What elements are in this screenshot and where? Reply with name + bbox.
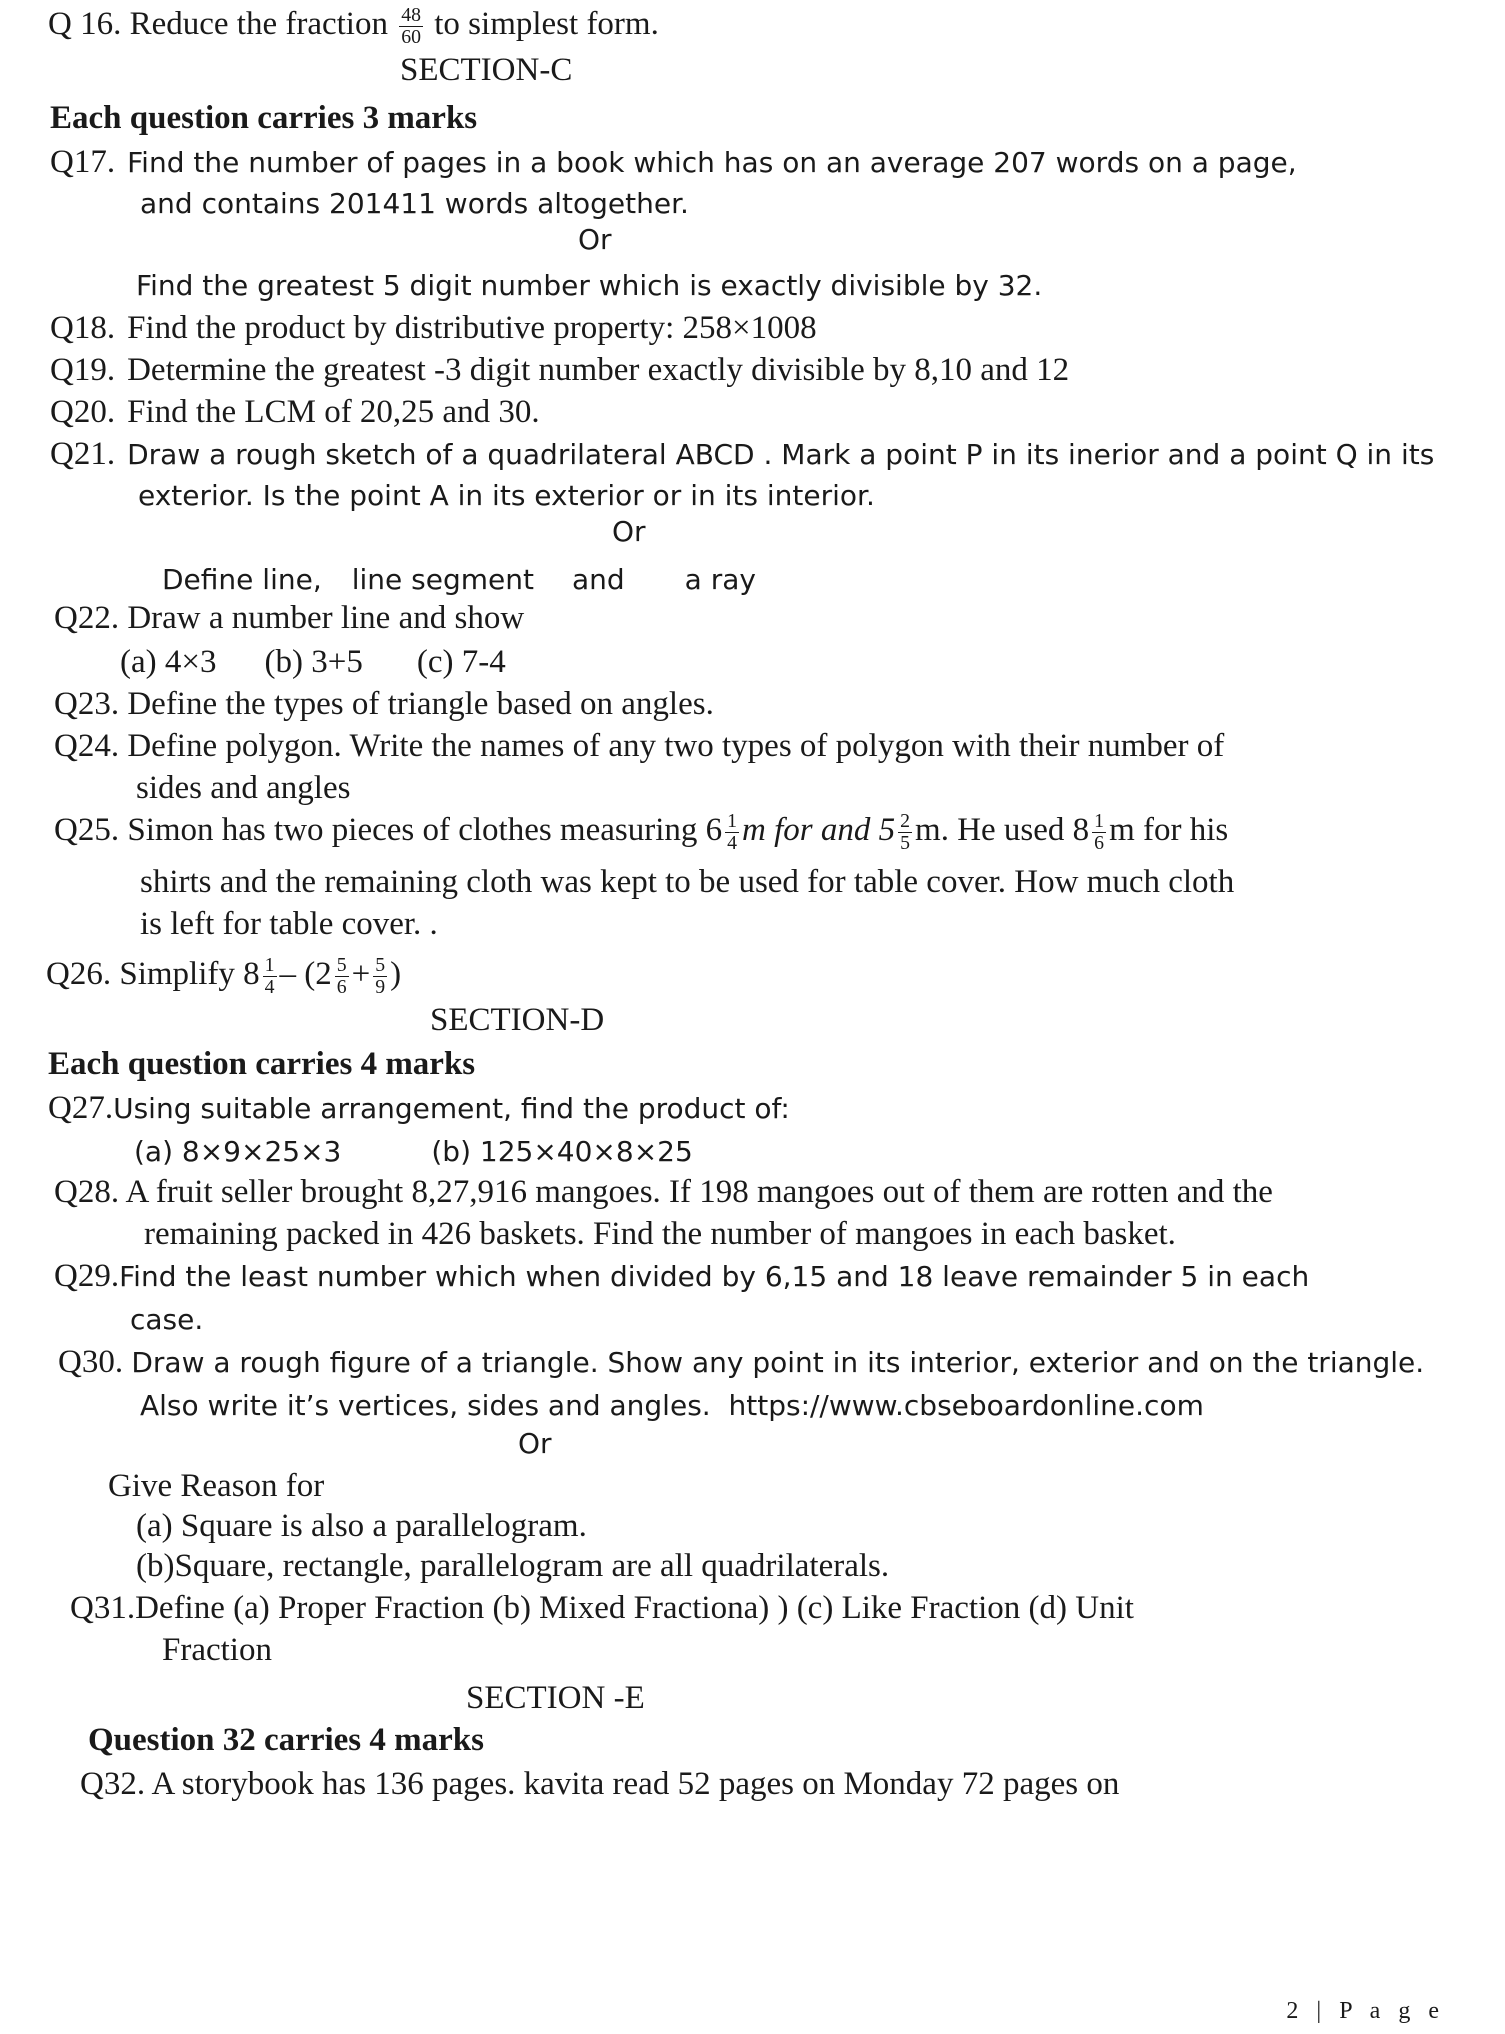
- q27-text: Using suitable arrangement, find the product of:: [113, 1092, 790, 1125]
- source-url[interactable]: https://www.cbseboardonline.com: [728, 1389, 1204, 1422]
- q21-or: Or: [612, 515, 646, 548]
- q25-line3: is left for table cover. .: [140, 906, 438, 942]
- question-32: [80, 1764, 1119, 1804]
- q22-options: (a) 4×3 (b) 3+5 (c) 7-4: [120, 644, 506, 680]
- section-d-marks: Each question carries 4 marks: [48, 1046, 476, 1082]
- question-28: [54, 1172, 1273, 1212]
- q19-label: Q19.: [50, 352, 116, 388]
- q21-line2: exterior. Is the point A in its exterior or in its interior.: [138, 479, 875, 512]
- q25-line2: shirts and the remaining cloth was kept to be used for table cover. How much cloth: [140, 864, 1235, 900]
- q28-label: Q28.: [54, 1174, 120, 1210]
- q27-options: (a) 8×9×25×3 (b) 125×40×8×25: [134, 1135, 693, 1168]
- q22-text: Draw a number line and show: [127, 600, 525, 636]
- q25-label: Q25.: [54, 812, 120, 848]
- q30-label: Q30.: [58, 1344, 124, 1380]
- q28-line1: A fruit seller brought 8,27,916 mangoes. If 198 mangoes out of them are rotten and the: [125, 1174, 1273, 1210]
- q27-label: Q27.: [48, 1090, 114, 1126]
- q23-label: Q23.: [54, 686, 120, 722]
- q16-fraction: $\frac{48}{60}$: [401, 4, 422, 48]
- q31-line2: Fraction: [162, 1632, 272, 1668]
- q30-reason-a: (a) Square is also a parallelogram.: [136, 1508, 587, 1544]
- question-19: [50, 350, 1069, 390]
- q32-text: A storybook has 136 pages. kavita read 52 pages on Monday 72 pages on: [151, 1766, 1120, 1802]
- question-31: [70, 1588, 1134, 1628]
- q24-line2: sides and angles: [136, 770, 351, 806]
- q22-label: Q22.: [54, 600, 120, 636]
- q21-alternative: Define line, line segment and a ray: [162, 563, 756, 596]
- question-16: [48, 4, 659, 48]
- q29-line1: Find the least number which when divided by 6,15 and 18 leave remainder 5 in each: [119, 1260, 1310, 1293]
- question-29: [54, 1256, 1309, 1297]
- q16-label: Q 16.: [48, 6, 122, 42]
- q17-line2: and contains 201411 words altogether.: [140, 187, 689, 220]
- q16-text: Reduce the fraction: [129, 6, 388, 42]
- question-22: [54, 598, 524, 638]
- q29-line2: case.: [130, 1303, 204, 1336]
- question-20: [50, 392, 540, 432]
- q21-line1: Draw a rough sketch of a quadrilateral ABCD . Mark a point P in its inerior and a point Q in its: [127, 438, 1435, 471]
- q28-line2: remaining packed in 426 baskets. Find the number of mangoes in each basket.: [144, 1216, 1176, 1252]
- q30-line2: Also write it’s vertices, sides and angles. https://www.cbseboardonline.com: [140, 1389, 1204, 1422]
- q18-text: Find the product by distributive property: 258×1008: [127, 310, 817, 346]
- q17-alternative: Find the greatest 5 digit number which is exactly divisible by 32.: [136, 269, 1043, 302]
- q30-reason-heading: Give Reason for: [108, 1468, 325, 1504]
- q17-or: Or: [578, 223, 612, 256]
- q23-text: Define the types of triangle based on angles.: [127, 686, 714, 722]
- question-21: [50, 434, 1434, 475]
- q20-label: Q20.: [50, 394, 116, 430]
- q30-line1: Draw a rough figure of a triangle. Show any point in its interior, exterior and on the triangle.: [131, 1346, 1425, 1379]
- question-30: [58, 1342, 1424, 1383]
- question-18: [50, 308, 817, 348]
- q20-text: Find the LCM of 20,25 and 30.: [127, 394, 540, 430]
- q21-label: Q21.: [50, 436, 116, 472]
- page-number: 2 | P a g e: [1286, 1998, 1445, 2024]
- q31-label: Q31.: [70, 1590, 136, 1626]
- question-25: Q25. Simon has two pieces of clothes measuring 6 $\frac{1}{4}$ m for and 5 $\frac{2}{5}$ m. He used 8 $\frac{1}{6}$ m for his: [54, 810, 1229, 854]
- q16-tail: to simplest form.: [434, 6, 659, 42]
- section-c-marks: Each question carries 3 marks: [50, 100, 478, 136]
- q24-line1: Define polygon. Write the names of any two types of polygon with their number of: [127, 728, 1225, 764]
- q30-reason-b: (b)Square, rectangle, parallelogram are all quadrilaterals.: [136, 1548, 890, 1584]
- q26-label: Q26.: [46, 956, 112, 992]
- section-d-title: SECTION-D: [430, 1002, 605, 1038]
- q29-label: Q29.: [54, 1258, 120, 1294]
- q32-label: Q32.: [80, 1766, 146, 1802]
- q30-or: Or: [518, 1427, 552, 1460]
- q17-line1: Find the number of pages in a book which has on an average 207 words on a page,: [127, 146, 1297, 179]
- q18-label: Q18.: [50, 310, 116, 346]
- question-26: Q26. Simplify 8 $\frac{1}{4}$ – (2 $\frac{5}{6}$ + $\frac{5}{9}$ ): [46, 954, 402, 998]
- section-e-marks: Question 32 carries 4 marks: [88, 1722, 484, 1758]
- question-24: [54, 726, 1224, 766]
- q17-label: Q17.: [50, 144, 116, 180]
- q24-label: Q24.: [54, 728, 120, 764]
- question-23: [54, 684, 714, 724]
- question-27: [48, 1088, 790, 1129]
- question-17: [50, 142, 1297, 183]
- section-e-title: SECTION -E: [466, 1680, 645, 1716]
- q31-line1: Define (a) Proper Fraction (b) Mixed Fractiona) ) (c) Like Fraction (d) Unit: [135, 1590, 1134, 1626]
- q19-text: Determine the greatest -3 digit number exactly divisible by 8,10 and 12: [127, 352, 1070, 388]
- section-c-title: SECTION-C: [400, 52, 573, 88]
